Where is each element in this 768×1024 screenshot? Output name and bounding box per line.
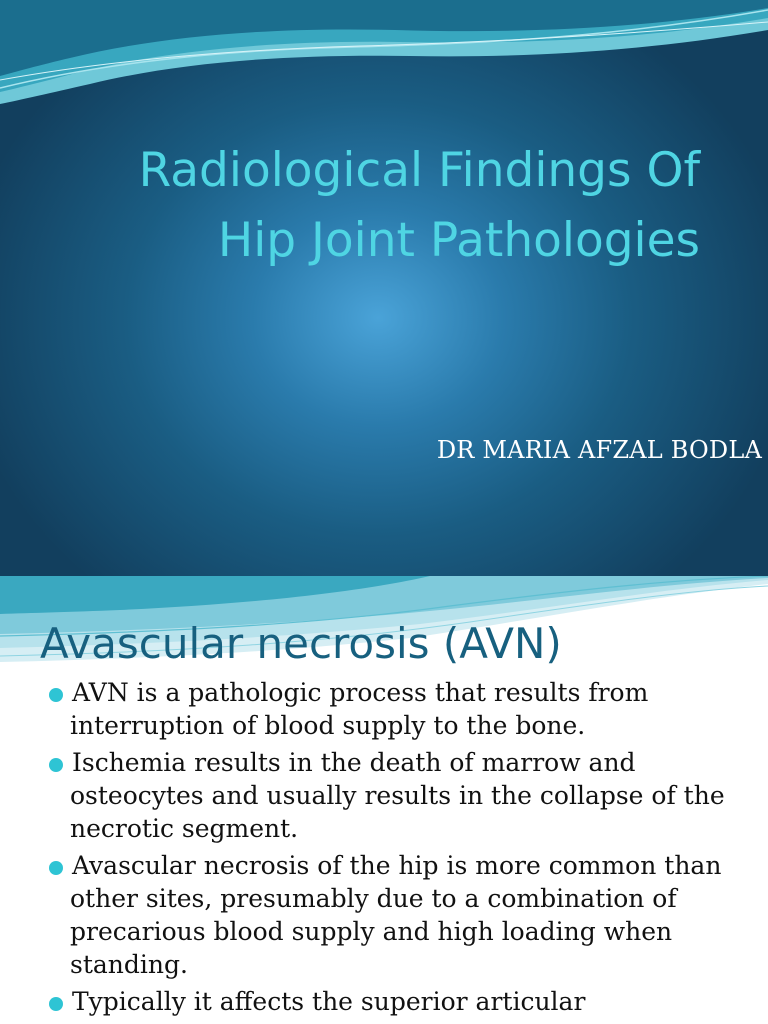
slide-title-line-2: Hip Joint Pathologies bbox=[217, 213, 700, 268]
slide-title bbox=[40, 136, 700, 276]
wave-decoration bbox=[0, 0, 768, 110]
content-slide bbox=[0, 576, 768, 1024]
bullet-text: AVN is a pathologic process that results from interruption of blood supply to the bone. bbox=[70, 678, 649, 740]
slide-heading: Avascular necrosis (AVN) bbox=[40, 619, 562, 668]
bullet-text: Typically it affects the superior articular bbox=[72, 987, 586, 1016]
bullet-item bbox=[0, 849, 768, 981]
bullet-text: Avascular necrosis of the hip is more common than other sites, presumably due to a combination of precarious blood supply and high loading when standing. bbox=[70, 851, 722, 979]
bullet-dot-icon bbox=[49, 688, 63, 702]
author-name: DR MARIA AFZAL BODLA bbox=[436, 436, 762, 464]
bullet-list bbox=[0, 676, 768, 1018]
bullet-dot-icon bbox=[49, 997, 63, 1011]
bullet-item bbox=[0, 676, 768, 742]
bullet-dot-icon bbox=[49, 758, 63, 772]
bullet-dot-icon bbox=[49, 861, 63, 875]
bullet-item bbox=[0, 746, 768, 845]
bullet-item bbox=[0, 985, 768, 1018]
bullet-text: Ischemia results in the death of marrow and osteocytes and usually results in the collapse of the necrotic segment. bbox=[70, 748, 725, 843]
slide-title-line-1: Radiological Findings Of bbox=[138, 143, 700, 198]
